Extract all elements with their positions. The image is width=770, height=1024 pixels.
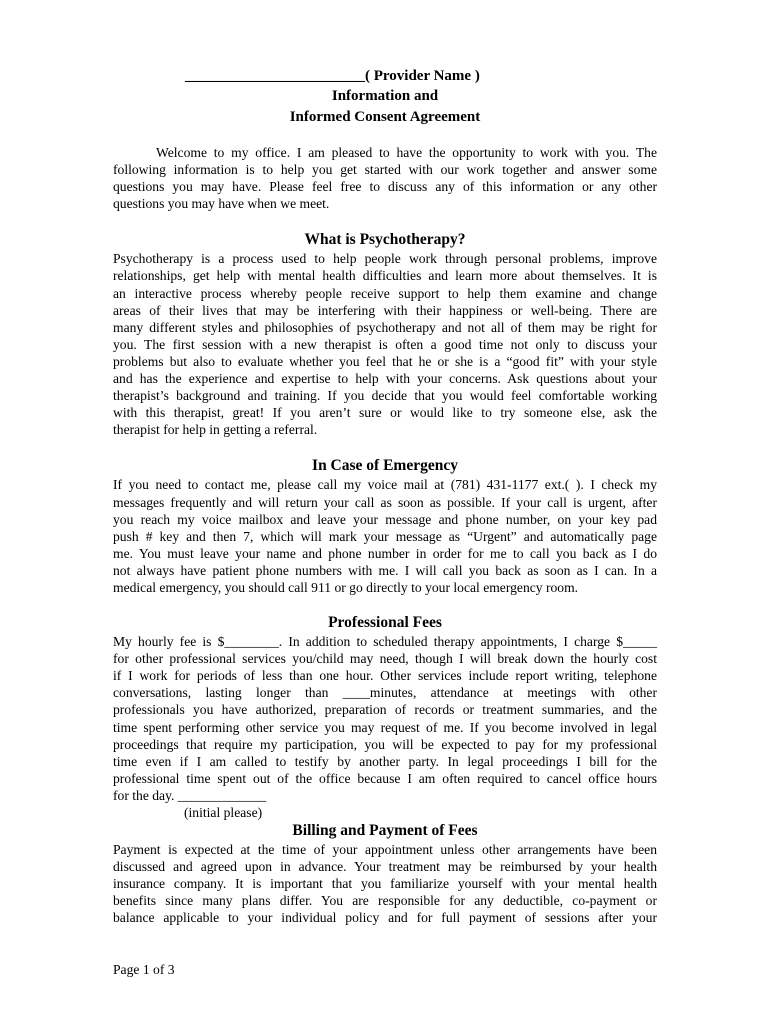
title-line-2: Informed Consent Agreement [289,109,481,125]
intro-line: Welcome to my office. I am pleased to have the opportunity to work with you. The [156,145,657,160]
paragraph-line: My hourly fee is $________. In addition to scheduled therapy appointments, I charge $_____ [113,634,657,650]
emergency-paragraph [113,476,657,596]
initial-please-note: (initial please) [184,805,263,820]
paragraph-line: Psychotherapy is a process used to help people work through personal problems, improve [113,251,657,267]
paragraph-line: for other professional services you/child may need, though I will break down the hourly cost [113,651,657,667]
paragraph-line: benefits since many plans differ. You are responsible for any deductible, co-payment or [113,893,657,909]
paragraph-line: problems but also to evaluate whether you feel that he or she is a “good fit” with your style [113,353,657,369]
paragraph-line: conversations, lasting longer than ____minutes, attendance at meetings with other [113,685,657,701]
paragraph-line: push # key and then 7, which will mark your message as “Urgent” and automatically page [113,528,657,544]
paragraph-line: and has the experience and expertise to help with your concerns. Ask questions about your [113,371,657,387]
psychotherapy-paragraph [113,250,657,438]
intro-paragraph [113,144,657,212]
paragraph-line: therapist’s background and training. If you decide that you would feel comfortable working [113,388,657,404]
paragraph-line: balance applicable to your individual policy and for full payment of sessions after your [113,910,657,926]
paragraph-line: discussed and agreed upon in advance. Your treatment may be reimbursed by your health [113,859,657,875]
paragraph-line: time spent performing other service you may request of me. If you become involved in legal [113,719,657,735]
paragraph-line: professionals you have authorized, preparation of records or treatment summaries, and the [113,702,657,718]
paragraph-line: areas of their lives that may be interfering with their happiness or well-being. There are [113,302,657,318]
intro-line: questions you may have. Please feel free to discuss any of this information or any other [113,179,657,195]
paragraph-line: time even if I am called to testify by another party. In legal proceedings I bill for the [113,753,657,769]
section-heading-billing: Billing and Payment of Fees [292,822,478,839]
paragraph-line: proceedings that require my participation, you will be expected to pay for my professional [113,736,657,752]
paragraph-line: insurance company. It is important that you familiarize yourself with your mental health [113,876,657,892]
billing-paragraph [113,841,657,926]
page-number: Page 1 of 3 [113,962,175,977]
paragraph-line: if I work for periods of less than one hour. Other services include report writing, telephone [113,668,657,684]
intro-line: following information is to help you get started with our work together and answer some [113,162,657,178]
section-heading-fees: Professional Fees [328,614,442,632]
paragraph-line: many different styles and philosophies of psychotherapy and not all of them may be right for [113,319,657,335]
initials-line: for the day. _____________ [113,787,267,803]
title-line-1: Information and [331,88,439,104]
paragraph-line: professional time spent out of the office because I am often required to cancel office hours [113,770,657,786]
fees-paragraph [113,633,657,821]
paragraph-line: you reach my voice mailbox and leave your message and phone number, on your key pad [113,511,657,527]
paragraph-line: Payment is expected at the time of your appointment unless other arrangements have been [113,842,657,857]
paragraph-line: me. You must leave your name and phone number in order for me to call you back as I do [113,545,657,561]
provider-name-line: ________________________( Provider Name ) [185,68,480,84]
paragraph-line: not always have patient phone numbers with me. I will call you back as soon as I can. In a [113,562,657,578]
paragraph-line: messages frequently and will return your call as soon as possible. If your call is urgent, after [113,494,657,510]
paragraph-line: therapist for help in getting a referral. [113,422,318,438]
paragraph-line: If you need to contact me, please call my voice mail at (781) 431-1177 ext.( ). I check my [113,477,657,493]
paragraph-line: relationships, get help with mental health difficulties and learn more about themselves. It is [113,268,657,284]
paragraph-line: you. The first session with a new therapist is often a good time not only to discuss your [113,336,657,352]
intro-line: questions you may have when we meet. [113,196,330,212]
section-heading-emergency: In Case of Emergency [312,457,458,475]
paragraph-line: medical emergency, you should call 911 or go directly to your local emergency room. [113,579,579,595]
paragraph-line: with this therapist, great! If you aren’t sure or would like to try someone else, ask the [113,405,657,421]
section-heading-psychotherapy: What is Psychotherapy? [304,231,466,249]
document-body [113,66,657,926]
paragraph-line: an interactive process whereby people receive support to help them examine and change [113,285,657,301]
